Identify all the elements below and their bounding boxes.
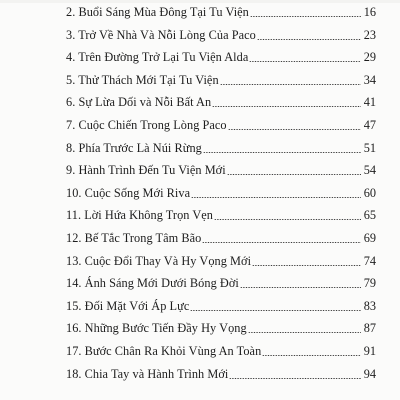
toc-dot-leader (250, 16, 361, 17)
toc-dot-leader (220, 84, 361, 85)
toc-entry-page-number: 47 (363, 118, 376, 132)
toc-dot-leader (214, 219, 361, 220)
toc-entry-title: 2. Buổi Sáng Mùa Đông Tại Tu Viện (66, 5, 249, 19)
toc-entry (66, 140, 376, 157)
toc-dot-leader (262, 355, 361, 356)
toc-entry-page-number: 29 (363, 50, 376, 65)
page-top-edge (0, 0, 400, 3)
toc-dot-leader (248, 332, 361, 333)
toc-entry-title: 16. Những Bước Tiến Đầy Hy Vọng (66, 321, 247, 336)
toc-entry-title: 15. Đối Mặt Với Áp Lực (66, 298, 190, 313)
toc-entry (66, 185, 376, 202)
toc-entry-title: 6. Sự Lừa Dối và Nỗi Bất An (66, 95, 212, 110)
toc-entry (66, 207, 376, 224)
toc-entry-title: 8. Phía Trước Là Núi Rừng (66, 140, 202, 155)
toc-entry-title: 12. Bế Tắc Trong Tâm Bão (66, 231, 202, 245)
toc-entry-page-number: 23 (363, 27, 376, 42)
toc-entry-page-number: 94 (363, 366, 376, 381)
toc-entry-title: 14. Ánh Sáng Mới Dưới Bóng Đời (66, 276, 239, 291)
toc-dot-leader (252, 265, 361, 266)
toc-entry-page-number: 51 (363, 140, 376, 155)
toc-entry-page-number: 91 (363, 344, 376, 358)
toc-entry-page-number: 74 (363, 253, 376, 268)
toc-entry-page-number: 60 (363, 185, 376, 200)
toc-entry (66, 230, 376, 247)
toc-entry-page-number: 69 (363, 231, 376, 245)
toc-entry (66, 275, 376, 292)
toc-entry-title: 17. Bước Chân Ra Khỏi Vùng An Toàn (66, 344, 262, 358)
toc-entry (66, 27, 376, 44)
toc-entry-title: 4. Trên Đường Trở Lại Tu Viện Alda (66, 50, 249, 65)
toc-entry-page-number: 34 (363, 72, 376, 87)
toc-entry-page-number: 16 (363, 5, 376, 19)
toc-entry-title: 3. Trở Về Nhà Và Nỗi Lòng Của Paco (66, 27, 256, 42)
toc-entry-title: 10. Cuộc Sống Mới Riva (66, 185, 191, 200)
toc-dot-leader (229, 378, 361, 379)
toc-entry-title: 13. Cuộc Đổi Thay Và Hy Vọng Mới (66, 253, 252, 268)
toc-entry (66, 117, 376, 134)
toc-dot-leader (203, 152, 361, 153)
toc-dot-leader (191, 197, 361, 198)
toc-entry-title: 5. Thử Thách Mới Tại Tu Viện (66, 72, 219, 87)
toc-entry-page-number: 87 (363, 321, 376, 336)
toc-entry (66, 94, 376, 111)
toc-entry-title: 9. Hành Trình Đến Tu Viện Mới (66, 163, 226, 178)
toc-dot-leader (249, 61, 361, 62)
toc-entry-page-number: 79 (363, 276, 376, 291)
toc-entry-page-number: 54 (363, 163, 376, 178)
toc-entry (66, 253, 376, 270)
toc-dot-leader (228, 129, 361, 130)
toc-entry-title: 18. Chia Tay và Hành Trình Mới (66, 366, 229, 381)
toc-entry (66, 4, 376, 21)
toc-dot-leader (227, 174, 361, 175)
toc-entry (66, 298, 376, 315)
toc-entry (66, 366, 376, 383)
toc-entry (66, 49, 376, 66)
toc-entry (66, 343, 376, 360)
toc-entry-page-number: 83 (363, 298, 376, 313)
toc-dot-leader (212, 106, 361, 107)
toc-entry-title: 11. Lời Hứa Không Trọn Vẹn (66, 208, 214, 223)
toc-dot-leader (202, 242, 361, 243)
toc-dot-leader (190, 310, 361, 311)
toc-entry (66, 162, 376, 179)
toc-entry-page-number: 65 (363, 208, 376, 223)
toc-dot-leader (240, 287, 361, 288)
toc-dot-leader (257, 39, 361, 40)
toc-entry-title: 7. Cuộc Chiến Trong Lòng Paco (66, 118, 227, 132)
toc-entry-page-number: 41 (363, 95, 376, 110)
toc-entry (66, 320, 376, 337)
toc-entry (66, 72, 376, 89)
